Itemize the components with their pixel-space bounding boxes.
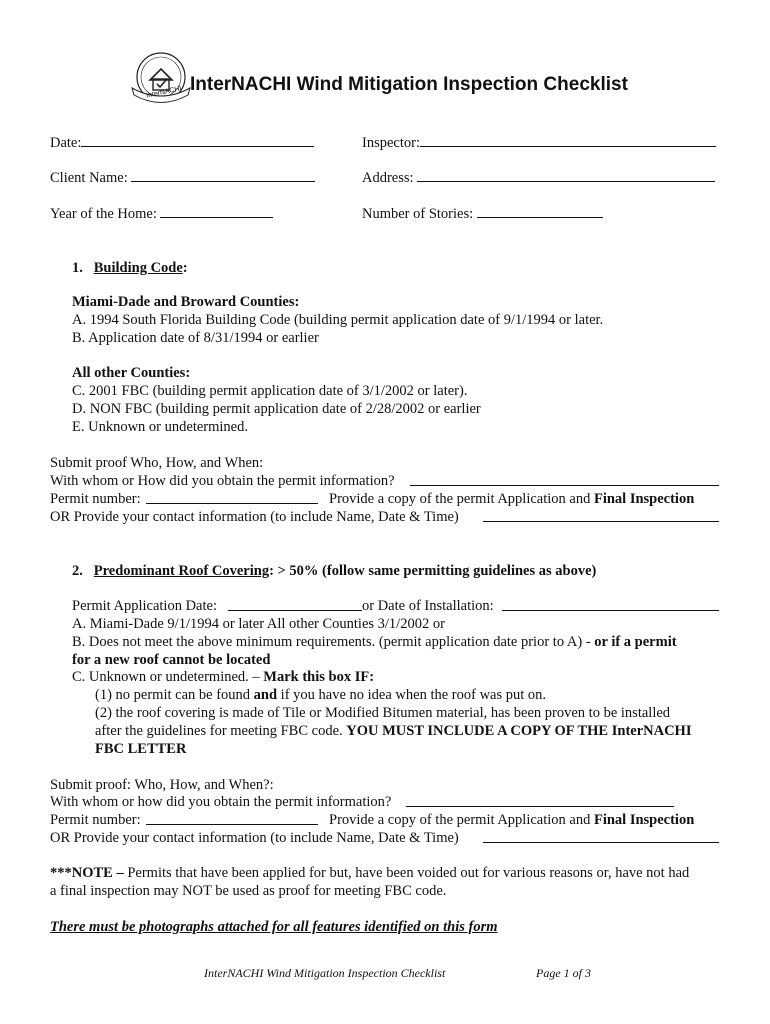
address-label: Address: (362, 170, 414, 186)
stories-line[interactable] (477, 204, 603, 218)
note-line1 (50, 864, 689, 882)
permit-number-label: Permit number: (50, 491, 141, 507)
proof-heading: Submit proof Who, How, and When: (50, 455, 264, 471)
roof-c1-and: and (253, 687, 278, 703)
roof-option-c-text: C. Unknown or undetermined. – (72, 669, 264, 685)
section1-heading (72, 259, 188, 277)
year-field[interactable] (50, 204, 273, 223)
option-d: D. NON FBC (building permit application date of 2/28/2002 or earlier (72, 401, 481, 417)
option-c: C. 2001 FBC (building permit application date of 3/1/2002 or later). (72, 383, 468, 399)
section2-title: Predominant Roof Covering (93, 563, 270, 579)
address-field[interactable] (362, 168, 715, 187)
md-heading: Miami-Dade and Broward Counties: (72, 294, 300, 310)
contact-line[interactable] (483, 521, 719, 522)
option-b: B. Application date of 8/31/1994 or earlier (72, 330, 319, 346)
provide2-copy-text (329, 811, 694, 829)
note-label: ***NOTE – (50, 865, 128, 881)
inspector-line[interactable] (420, 133, 716, 147)
whom-label: With whom or How did you obtain the permit information? (50, 473, 395, 489)
page-title: InterNACHI Wind Mitigation Inspection Checklist (190, 74, 628, 95)
provide2-text: Provide a copy of the permit Application and (329, 812, 594, 828)
roof-option-b (72, 633, 677, 651)
final-inspection-text: Final Inspection (593, 491, 695, 507)
mark-box-text: Mark this box IF: (263, 669, 375, 685)
roof-option-b-cont: for a new roof cannot be located (72, 652, 271, 668)
section1-colon: : (182, 260, 188, 276)
roof-c2: (2) the roof covering is made of Tile or Modified Bitumen material, has been proven to be installed (95, 705, 671, 721)
provide-text: Provide a copy of the permit Application and (329, 491, 594, 507)
client-field[interactable] (50, 168, 315, 187)
whom-line[interactable] (410, 485, 719, 486)
roof-c3-text: after the guidelines for meeting FBC code. (95, 723, 347, 739)
option-a: A. 1994 South Florida Building Code (building permit application date of 9/1/1994 or later. (72, 312, 604, 328)
client-line[interactable] (131, 168, 315, 182)
contact2-label: OR Provide your contact information (to include Name, Date & Time) (50, 830, 459, 846)
roof-c3-bold: YOU MUST INCLUDE A COPY OF THE InterNACHI (346, 723, 692, 739)
stories-label: Number of Stories: (362, 206, 474, 222)
roof-c1-pre: (1) no permit can be found (95, 687, 254, 703)
provide-copy-text (329, 490, 694, 508)
contact-label: OR Provide your contact information (to include Name, Date & Time) (50, 509, 459, 525)
logo-text: InterNACHI (145, 85, 183, 100)
date-label: Date: (50, 135, 82, 151)
install-date-label: or Date of Installation: (362, 598, 494, 614)
roof-c4: FBC LETTER (95, 741, 187, 757)
whom2-label: With whom or how did you obtain the permit information? (50, 794, 392, 810)
date-line[interactable] (81, 133, 314, 147)
date-field[interactable] (50, 133, 314, 152)
contact2-line[interactable] (483, 842, 719, 843)
roof-c1-post: if you have no idea when the roof was put on. (277, 687, 547, 703)
section2-number: 2. (72, 563, 83, 579)
permit2-number-line[interactable] (146, 824, 318, 825)
other-heading: All other Counties: (72, 365, 191, 381)
section2-heading (72, 562, 596, 580)
internachi-logo (128, 50, 194, 108)
year-label: Year of the Home: (50, 206, 157, 222)
proof2-heading: Submit proof: Who, How, and When?: (50, 777, 274, 793)
roof-option-b-bold: or if a permit (594, 634, 677, 650)
whom2-line[interactable] (406, 806, 674, 807)
note-line2: a final inspection may NOT be used as proof for meeting FBC code. (50, 883, 447, 899)
stories-field[interactable] (362, 204, 603, 223)
section1-number: 1. (72, 260, 83, 276)
roof-option-a: A. Miami-Dade 9/1/1994 or later All other Counties 3/1/2002 or (72, 616, 445, 632)
option-e: E. Unknown or undetermined. (72, 419, 248, 435)
footer-page: Page 1 of 3 (536, 966, 591, 980)
inspector-label: Inspector: (362, 135, 420, 151)
install-date-line[interactable] (502, 610, 719, 611)
app-date-label: Permit Application Date: (72, 598, 217, 614)
final2-inspection-text: Final Inspection (593, 812, 695, 828)
permit2-number-label: Permit number: (50, 812, 141, 828)
address-line[interactable] (417, 168, 715, 182)
roof-option-c (72, 668, 374, 686)
roof-c1 (95, 686, 546, 704)
inspector-field[interactable] (362, 133, 716, 152)
year-line[interactable] (160, 204, 273, 218)
roof-option-b-text: B. Does not meet the above minimum requirements. (permit application date prior to A) - (72, 634, 595, 650)
client-label: Client Name: (50, 170, 128, 186)
photos-note: There must be photographs attached for all features identified on this form (50, 919, 498, 935)
section2-subtitle: : > 50% (follow same permitting guidelines as above) (269, 563, 597, 579)
app-date-line[interactable] (228, 610, 362, 611)
footer-title: InterNACHI Wind Mitigation Inspection Checklist (204, 966, 446, 980)
roof-c3 (95, 722, 691, 740)
section1-title: Building Code (93, 260, 183, 276)
note-text1: Permits that have been applied for but, have been voided out for various reasons or, have not had (127, 865, 690, 881)
permit-number-line[interactable] (146, 503, 318, 504)
house-seal-icon (128, 50, 194, 108)
